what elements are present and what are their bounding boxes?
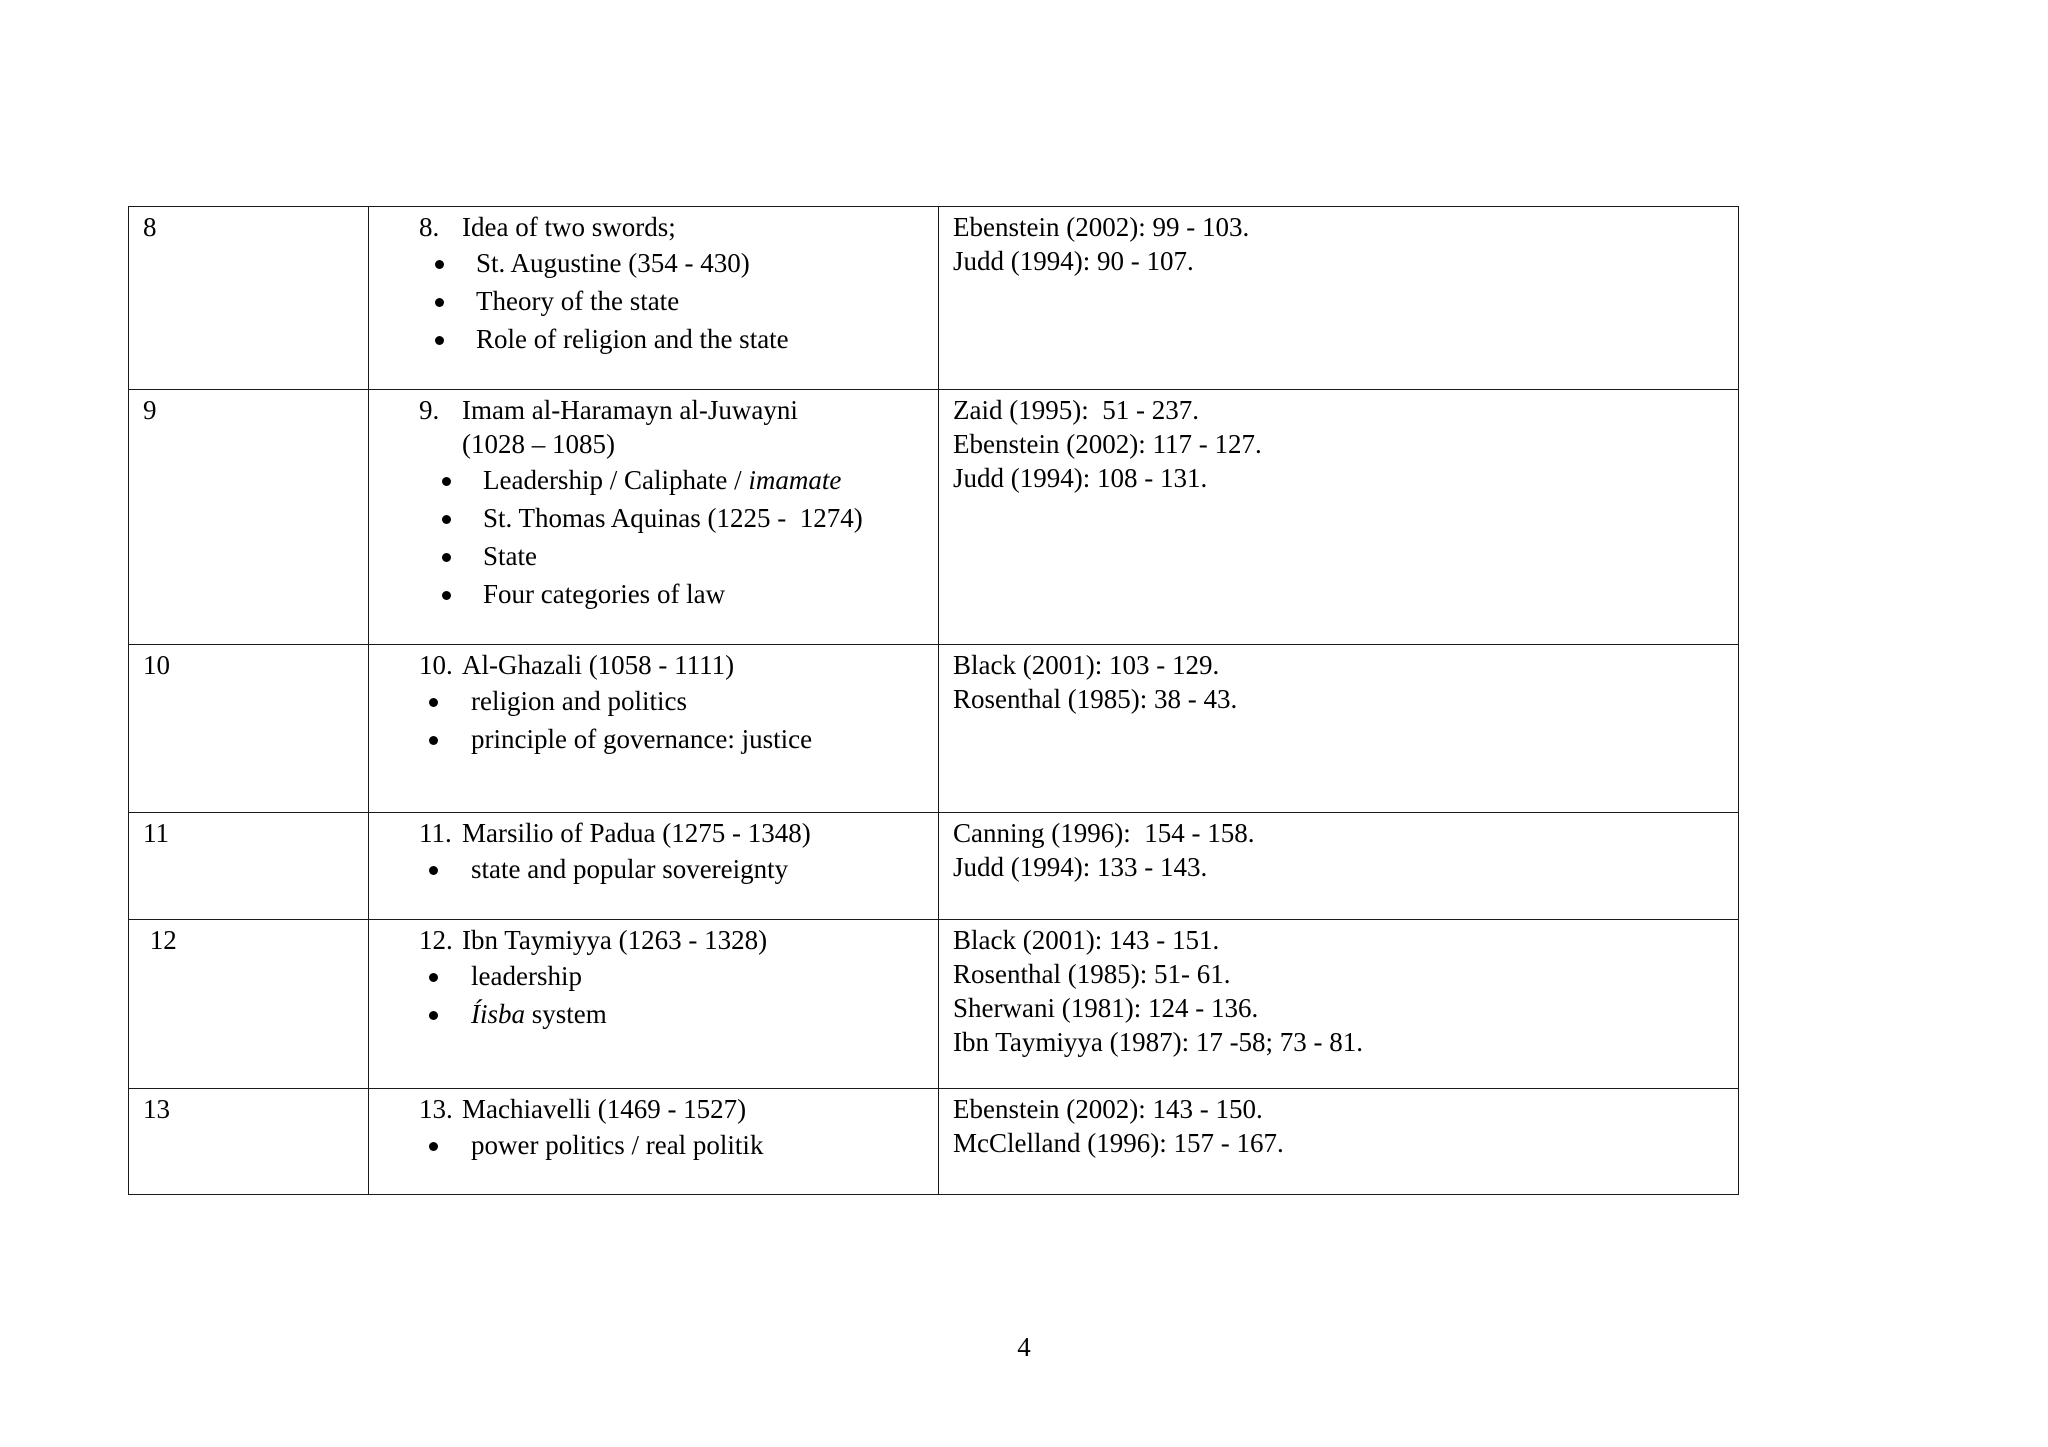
bullet-item (369, 1126, 938, 1164)
bullet-item (369, 957, 938, 995)
topic-number: 12. (419, 925, 453, 955)
bullet-item (369, 682, 938, 720)
bullet-icon (435, 260, 444, 269)
bullet-item (369, 244, 938, 282)
bullet-text: Four categories of law (483, 579, 726, 609)
readings-cell (939, 813, 1739, 920)
bullet-item (369, 282, 938, 320)
readings-cell (939, 920, 1739, 1089)
bullet-icon (429, 973, 438, 982)
bullet-icon (429, 736, 438, 745)
reading-item: Black (2001): 103 - 129. (953, 650, 1220, 680)
bullet-icon (442, 591, 451, 600)
bullet-text: state and popular sovereignty (471, 854, 789, 884)
bullet-text: Leadership / Caliphate / (483, 465, 749, 495)
readings-cell (939, 390, 1739, 645)
week-cell: 9 (129, 390, 369, 645)
bullet-item (369, 575, 938, 613)
readings-cell (939, 1089, 1739, 1195)
topic-title (369, 1092, 938, 1126)
readings-cell (939, 645, 1739, 813)
topic-title-text: Ibn Taymiyya (1263 - 1328) (462, 925, 768, 955)
reading-item: Rosenthal (1985): 38 - 43. (953, 684, 1238, 714)
reading-item: Judd (1994): 133 - 143. (953, 852, 1208, 882)
reading-item: Ebenstein (2002): 99 - 103. (953, 212, 1250, 242)
topic-title-text: Idea of two swords; (462, 212, 676, 242)
bullet-item (369, 461, 938, 499)
bullet-text: St. Thomas Aquinas (1225 - 1274) (483, 503, 863, 533)
table-row (129, 390, 1739, 645)
topic-title (369, 393, 938, 427)
bullet-text: St. Augustine (354 - 430) (476, 248, 750, 278)
bullet-text: religion and politics (471, 686, 687, 716)
bullet-icon (442, 515, 451, 524)
reading-item: McClelland (1996): 157 - 167. (953, 1128, 1284, 1158)
bullet-text: power politics / real politik (471, 1130, 764, 1160)
topic-cell (369, 390, 939, 645)
week-cell: 12 (129, 920, 369, 1089)
bullet-text-italic: Íisba (471, 999, 525, 1029)
reading-item: Sherwani (1981): 124 - 136. (953, 993, 1259, 1023)
topic-title (369, 648, 938, 682)
bullet-text: State (483, 541, 537, 571)
bullet-item (369, 499, 938, 537)
topic-title-text: Imam al-Haramayn al-Juwayni (462, 395, 798, 425)
bullet-item (369, 720, 938, 758)
topic-number: 10. (419, 650, 453, 680)
topic-number: 13. (419, 1094, 453, 1124)
topic-cell (369, 813, 939, 920)
bullet-item (369, 537, 938, 575)
topic-title (369, 210, 938, 244)
bullet-item (369, 850, 938, 888)
bullet-icon (429, 1142, 438, 1151)
topic-title (369, 923, 938, 957)
bullet-icon (435, 336, 444, 345)
table-row (129, 1089, 1739, 1195)
week-cell: 11 (129, 813, 369, 920)
bullet-text-italic: imamate (748, 465, 842, 495)
week-cell: 13 (129, 1089, 369, 1195)
topic-title-text: Marsilio of Padua (1275 - 1348) (462, 818, 811, 848)
bullet-text: system (525, 999, 607, 1029)
bullet-item (369, 995, 938, 1033)
reading-item: Judd (1994): 90 - 107. (953, 246, 1194, 276)
bullet-text: Role of religion and the state (476, 324, 789, 354)
week-cell: 10 (129, 645, 369, 813)
reading-item: Rosenthal (1985): 51- 61. (953, 959, 1231, 989)
reading-item: Judd (1994): 108 - 131. (953, 463, 1208, 493)
syllabus-table (128, 206, 1739, 1195)
topic-number: 8. (419, 212, 440, 242)
topic-subtitle: (1028 – 1085) (462, 429, 615, 459)
topic-title-text: Machiavelli (1469 - 1527) (462, 1094, 747, 1124)
bullet-icon (429, 866, 438, 875)
table-row (129, 813, 1739, 920)
bullet-item (369, 320, 938, 358)
table-row (129, 207, 1739, 390)
bullet-text: principle of governance: justice (471, 724, 813, 754)
topic-cell (369, 920, 939, 1089)
reading-item: Black (2001): 143 - 151. (953, 925, 1220, 955)
topic-cell (369, 207, 939, 390)
topic-cell (369, 645, 939, 813)
reading-item: Zaid (1995): 51 - 237. (953, 395, 1199, 425)
topic-cell (369, 1089, 939, 1195)
topic-title (369, 816, 938, 850)
bullet-icon (429, 1011, 438, 1020)
readings-cell (939, 207, 1739, 390)
topic-number: 11. (419, 818, 452, 848)
bullet-text: Theory of the state (476, 286, 680, 316)
page-number: 4 (1017, 1332, 1031, 1362)
table-row (129, 645, 1739, 813)
reading-item: Ibn Taymiyya (1987): 17 -58; 73 - 81. (953, 1027, 1364, 1057)
week-cell: 8 (129, 207, 369, 390)
bullet-icon (435, 298, 444, 307)
topic-number: 9. (419, 395, 440, 425)
reading-item: Ebenstein (2002): 117 - 127. (953, 429, 1262, 459)
reading-item: Canning (1996): 154 - 158. (953, 818, 1255, 848)
bullet-text: leadership (471, 961, 582, 991)
bullet-icon (442, 477, 451, 486)
reading-item: Ebenstein (2002): 143 - 150. (953, 1094, 1263, 1124)
topic-title-text: Al-Ghazali (1058 - 1111) (462, 650, 735, 680)
bullet-icon (442, 553, 451, 562)
table-row (129, 920, 1739, 1089)
bullet-icon (429, 698, 438, 707)
